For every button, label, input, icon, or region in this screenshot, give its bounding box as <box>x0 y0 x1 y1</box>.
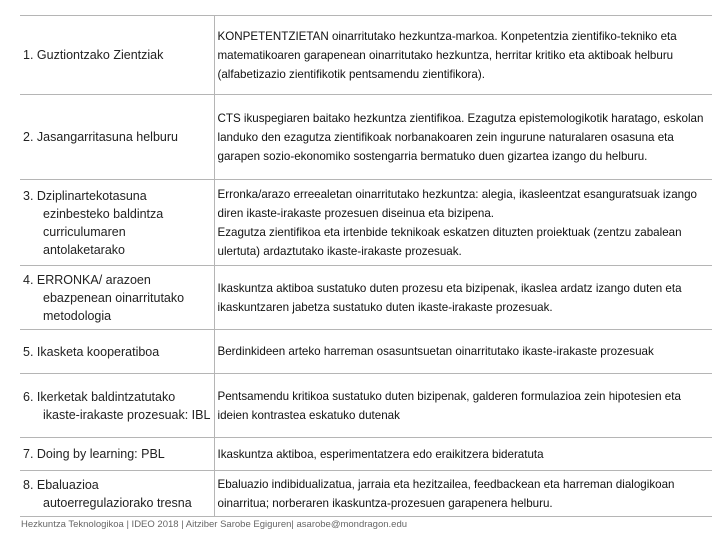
principle-cell <box>20 438 214 471</box>
table-row <box>20 374 712 438</box>
description-cell <box>214 330 712 374</box>
principle-title: 7. Doing by learning: PBL <box>23 447 165 461</box>
description-cell <box>214 374 712 438</box>
principle-title: 3. Dziplinartekotasuna <box>23 188 147 203</box>
principle-cell <box>20 180 214 266</box>
principle-title: 8. Ebaluazioa <box>23 477 99 492</box>
description-cell <box>214 438 712 471</box>
table-row <box>20 95 712 180</box>
principle-cell <box>20 95 214 180</box>
principle-title: 1. Guztiontzako Zientziak <box>23 48 164 62</box>
description-cell <box>214 266 712 330</box>
principle-title: 4. ERRONKA/ arazoen <box>23 272 151 287</box>
description-text: Pentsamendu kritikoa sustatuko duten bizipenak, galderen formulazioa zein hipotesien eta ideien kontrastea eskatuko dutenak <box>217 389 681 422</box>
principle-subtitle: ezinbesteko baldintza curriculumaren antolaketarako <box>43 206 164 257</box>
principle-subtitle: ikaste-irakaste prozesuak: IBL <box>43 407 211 422</box>
description-text: KONPETENTZIETAN oinarritutako hezkuntza-markoa. Konpetentzia zientifiko-tekniko eta matematikoaren garapenean oinarritutako hezkuntza, herritar kritiko eta aktiboak helburu (alfabetizazio zientifikotik pentsamendu zientifikora). <box>217 29 677 81</box>
principle-cell <box>20 266 214 330</box>
description-text: Berdinkideen arteko harreman osasuntsuetan oinarritutako ikaste-irakaste prozesuak <box>217 345 654 358</box>
description-text: Ebaluazio indibidualizatua, jarraia eta hezitzailea, feedbackean eta harreman dialogikoan oinarritua; norberaren ikaskuntza-prozesuen garapenera helburu. <box>217 477 675 510</box>
description-text: Erronka/arazo erreealetan oinarritutako hezkuntza: alegia, ikasleentzat esanguratsuak izango diren ikaste-irakaste prozesuen diseinua eta bizipena. <box>217 187 697 220</box>
principle-cell <box>20 374 214 438</box>
table-row <box>20 180 712 266</box>
principle-title: 2. Jasangarritasuna helburu <box>23 130 178 144</box>
principle-cell <box>20 471 214 517</box>
principle-subtitle: ebazpenean oinarritutako metodologia <box>43 290 185 323</box>
principle-cell <box>20 330 214 374</box>
description-cell <box>214 95 712 180</box>
description-text: CTS ikuspegiaren baitako hezkuntza zientifikoa. Ezagutza epistemologikotik haratago, eskolan landuko den ezagutza zientifikoak norbanakoaren zein ingurune naturalaren osasuna eta garapen sozio-ekonomiko sostengarria bermatuko duen gizartea izango du helburu. <box>217 111 704 163</box>
description-cell <box>214 471 712 517</box>
principle-title: 5. Ikasketa kooperatiboa <box>23 344 160 359</box>
description-cell <box>214 180 712 266</box>
principle-subtitle: autoerregulaziorako tresna <box>43 495 192 510</box>
footer-credits: Hezkuntza Teknologikoa | IDEO 2018 | Aitziber Sarobe Egiguren| asarobe@mondragon.edu <box>21 519 408 530</box>
competency-table <box>20 15 712 517</box>
table-row <box>20 330 712 374</box>
table-row <box>20 266 712 330</box>
description-cell <box>214 16 712 95</box>
table-row <box>20 471 712 517</box>
table-row <box>20 16 712 95</box>
description-text: Ikaskuntza aktiboa, esperimentatzera edo eraikitzera bideratuta <box>217 447 544 461</box>
description-text: Ikaskuntza aktiboa sustatuko duten prozesu eta bizipenak, ikaslea ardatz izango duten eta ikaskuntzaren jabetza sustatuko duten ikaste-irakaste prozesuak. <box>217 281 682 314</box>
principle-title: 6. Ikerketak baldintzatutako <box>23 389 176 404</box>
table-row <box>20 438 712 471</box>
description-text-2: Ezagutza zientifikoa eta irtenbide teknikoak eskatzen dituzten proiektuak (zentzu zabalean ulertuta) ardaztutako ikaste-irakaste prozesuak. <box>217 225 682 258</box>
principle-cell <box>20 16 214 95</box>
